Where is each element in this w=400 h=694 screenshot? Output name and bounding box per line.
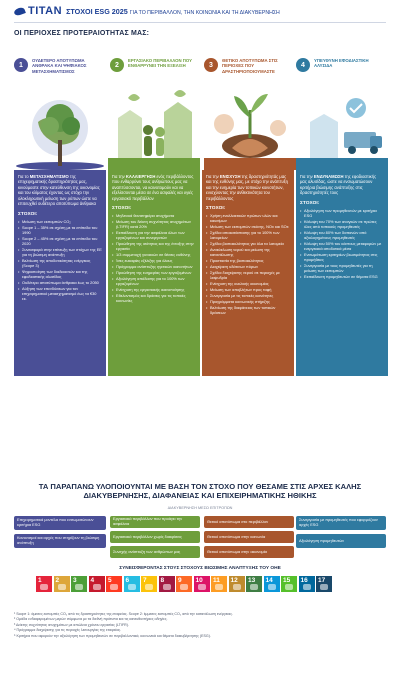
priority-3-heading <box>204 58 294 88</box>
goal-item: • Σχέδια διαχείρισης νερού σε περιοχές με λειψυδρία <box>206 270 290 280</box>
goal-item: • Εθελοντισμός και δράσεις για τις τοπικές κοινωνίες <box>112 293 196 303</box>
governance-pill: Συνεργασία με προμηθευτές που εφαρμόζουν αρχές ESG <box>296 516 386 530</box>
header-divider <box>14 22 386 23</box>
sdg-17-icon: 17 <box>316 576 332 592</box>
goal-item: • Συνεισφορά στην επίτευξη των στόχων της ΕΕ για τη βιώσιμη ανάπτυξη <box>18 247 102 257</box>
governance-pill: Εργασιακό περιβάλλον που προάγει την ασφάλεια <box>110 516 200 528</box>
goal-item: • Μείωση των εκπομπών CO₂ <box>18 219 102 224</box>
sdg-15-icon: 15 <box>281 576 297 592</box>
sdg-icon-row <box>36 576 332 592</box>
goal-item: • Scope 1 – 35% σε σχέση με τα επίπεδα του 1990 <box>18 225 102 235</box>
sdg-1-icon: 1 <box>36 576 52 592</box>
sdg-5-icon: 5 <box>106 576 122 592</box>
footnotes <box>14 612 386 639</box>
goal-item: • Εκπαίδευση προμηθευτών σε θέματα ESG <box>300 274 384 279</box>
sdg-7-icon: 7 <box>141 576 157 592</box>
goal-item: • Σχέδια αποκατάστασης για το 100% των λατομείων <box>206 230 290 240</box>
goal-item: • Συνεργασία με τους προμηθευτές για τη μείωση των εκπομπών <box>300 263 384 273</box>
priority-4-panel <box>296 170 388 376</box>
goal-item: • Προώθηση της ισότητας και της ένταξης στην εργασία <box>112 241 196 251</box>
footnote: ³ Δείκτης συχνότητας ατυχημάτων με απώλεια χρόνου εργασίας (LTIFR). <box>14 622 129 627</box>
priority-2-heading <box>110 58 200 88</box>
header-title <box>66 7 280 16</box>
priority-4-heading <box>296 58 386 88</box>
governance-pill: Κανονισμοί και αρχές που στηρίζουν τη βιώσιμη ανάπτυξη <box>14 534 106 548</box>
priority-3-goals-list <box>206 213 290 315</box>
priority-4-number: 4 <box>296 58 310 72</box>
sdg-3-icon: 3 <box>71 576 87 592</box>
priority-2-goals-list <box>112 213 196 303</box>
priorities-title: ΟΙ ΠΕΡΙΟΧΕΣ ΠΡΟΤΕΡΑΙΟΤΗΤΑΣ ΜΑΣ: <box>14 30 150 37</box>
workplace-people-illustration <box>108 88 200 170</box>
goal-item: • Προστασία της βιοποικιλότητας <box>206 258 290 263</box>
governance-foundation-title: ΤΑ ΠΑΡΑΠΑΝΩ ΥΛΟΠΟΙΟΥΝΤΑΙ ΜΕ ΒΑΣΗ ΤΟΝ ΣΤΟΧΟ ΠΟΥ ΘΕΣΑΜΕ ΣΤΙΣ ΑΡΧΕΣ ΚΑΛΗΣ ΔΙΑΚΥΒΕΡΝΗΣΗΣ, ΔΙΑΦΑΝΕΙΑΣ ΚΑΙ ΕΠΙΧΕΙΡΗΜΑΤΙΚΗΣ ΗΘΙΚΗΣ <box>38 482 362 501</box>
priority-2-panel <box>108 170 200 376</box>
priority-1-heading <box>14 58 104 88</box>
sdg-14-icon: 14 <box>264 576 280 592</box>
goal-item: • Σχέδια βιοποικιλότητας για όλα τα λατομεία <box>206 241 290 246</box>
governance-pill: Εργασιακό περιβάλλον χωρίς διακρίσεις <box>110 531 200 543</box>
goal-item: • Πρόγραμμα ανάπτυξης ηγετικών ικανοτήτων <box>112 264 196 269</box>
titan-logo <box>14 5 62 17</box>
sdg-13-icon: 13 <box>246 576 262 592</box>
header-subtitle: ΓΙΑ ΤΟ ΠΕΡΙΒΑΛΛΟΝ, ΤΗΝ ΚΟΙΝΩΝΙΑ ΚΑΙ ΤΗ ΔΙΑΚΥΒΕΡΝΗΣΗ <box>129 9 280 16</box>
priority-3-goals-label: ΣΤΟΧΟΙ: <box>206 206 226 212</box>
sdg-2-icon: 2 <box>54 576 70 592</box>
sdg-4-icon: 4 <box>89 576 105 592</box>
priority-3-panel <box>202 170 294 376</box>
goal-item: • Συνεργασία με τις τοπικές κοινότητες <box>206 293 290 298</box>
goal-item: • Κάλυψη του 50% του κόστους μεταφορών με ενεργειακά αποδοτικά μέσα <box>300 241 384 251</box>
goal-item: • Βελτίωση της αποδοτικότητας ενέργειας (Scope 3) <box>18 258 102 268</box>
page-header <box>0 0 400 22</box>
goal-item: • Ενσωμάτωση κριτηρίων βιωσιμότητας στις προμήθειες <box>300 252 384 262</box>
titan-logo-text: TITAN <box>28 5 63 17</box>
goal-item: • Αξιολόγηση των προμηθευτών με κριτήρια ESG <box>300 208 384 218</box>
goal-item: • Κάλυψη του 80% των δαπανών από αξιολογημένους προμηθευτές <box>300 230 384 240</box>
priority-2-number: 2 <box>110 58 124 72</box>
goal-item: • Εκπαίδευση για την ασφάλεια όλων των εργαζομένων και συνεργατών <box>112 230 196 240</box>
priority-4-goals-list <box>300 208 384 279</box>
globe-tree-illustration <box>14 88 106 170</box>
governance-pill: Επιχειρηματικά μοντέλα που ενσωματώνουν κριτήρια ESG <box>14 516 106 530</box>
goal-item: • Ψηφιοποίηση των διαδικασιών και της εφοδιαστικής αλυσίδας <box>18 269 102 279</box>
footnote: ⁵ Κριτήρια που αφορούν την αξιολόγηση των προμηθευτών σε περιβαλλοντικά, κοινωνικά και θέματα διακυβέρνησης (ESG). <box>14 633 211 638</box>
sdg-11-icon: 11 <box>211 576 227 592</box>
goal-item: • Μείωση του δείκτη συχνότητας ατυχημάτων (LTIFR) κατά 20% <box>112 219 196 229</box>
priority-4-goals-label: ΣΤΟΧΟΙ: <box>300 200 320 206</box>
governance-pill: Θετικό αποτύπωμα στην οικονομία <box>204 546 294 558</box>
priority-1-goals-label: ΣΤΟΧΟΙ: <box>18 211 38 217</box>
footnote: ¹ Scope 1: άμεσες εκπομπές CO₂ από τις δραστηριότητες της εταιρείας. Scope 2: έμμεσες εκπομπές CO₂ από την κατανάλωση ενέργειας. <box>14 612 233 616</box>
goal-item: • 1/3 συμμετοχή γυναικών σε θέσεις ευθύνης <box>112 252 196 257</box>
goal-item: • Χρήση εναλλακτικών πρώτων υλών και καυσίμων <box>206 213 290 223</box>
implementation-label: ΔΙΑΚΥΒΕΡΝΗΣΗ ΜΕΣΩ ΕΠΙΤΡΟΠΩΝ <box>167 506 233 510</box>
priority-1-panel <box>14 170 106 376</box>
priority-1-intro: Για το ΜΕΤΑΣΧΗΜΑΤΙΣΜΟ της επιχειρηματικής δραστηριότητας μας, κινούμαστε στην κατεύθυνση της οικονομίας και του κλίματος έχοντας ως στόχο την ολοκληρωτική μείωση των ρύπων ώστε να επιτευχθεί ουδέτερο αποτύπωμα άνθρακα <box>18 174 100 207</box>
supply-chain-illustration <box>296 88 388 170</box>
priority-1-title: ΟΥΔΕΤΕΡΟ ΑΠΟΤΥΠΩΜΑ ΑΝΘΡΑΚΑ ΚΑΙ ΨΗΦΙΑΚΟΣ ΜΕΤΑΣΧΗΜΑΤΙΣΜΟΣ <box>32 58 87 74</box>
sdg-title: ΣΥΝΕΙΣΦΕΡΟΝΤΑΣ ΣΤΟΥΣ ΣΤΟΧΟΥΣ ΒΙΩΣΙΜΗΣ ΑΝΑΠΤΥΞΗΣ ΤΟΥ ΟΗΕ <box>119 566 281 571</box>
goal-item: • Προώθηση της ευημερίας των εργαζομένων <box>112 270 196 275</box>
governance-pill: Συνεχής ανάπτυξη των ανθρώπων μας <box>110 546 200 558</box>
governance-pill: Αξιολόγηση προμηθευτών <box>296 534 386 548</box>
hand-planting-illustration <box>204 88 296 170</box>
goal-item: • Scope 2 – 45% σε σχέση με τα επίπεδα του 2020 <box>18 236 102 246</box>
goal-item: • Ουδέτερο αποτύπωμα άνθρακα έως το 2050 <box>18 280 102 285</box>
sdg-16-icon: 16 <box>299 576 315 592</box>
governance-pill: Θετικό αποτύπωμα στην κοινωνία <box>204 531 294 543</box>
sdg-12-icon: 12 <box>229 576 245 592</box>
sdg-6-icon: 6 <box>124 576 140 592</box>
goal-item: • Προγράμματα κοινωνικής στήριξης <box>206 299 290 304</box>
header-title-main: ΣΤΟΧΟΙ ESG 2025 <box>66 6 128 16</box>
priority-3-number: 3 <box>204 58 218 72</box>
priority-3-intro: Για την ΕΝΙΣΧΥΣΗ της δραστηριότητάς μας και της ευθύνης μας, με στόχο την ανάπτυξη και την ευημερία των τοπικών κοινοτήτων, ενισχύοντας την ανθεκτικότητα του περιβάλλοντος <box>206 174 288 201</box>
sdg-9-icon: 9 <box>176 576 192 592</box>
governance-pill: Θετικό αποτύπωμα στο περιβάλλον <box>204 516 294 528</box>
footnote: ² Ομάδα ενδιαφερομένων μερών σύμφωνα με τα διεθνή πρότυπα και τις κατευθυντήριες οδηγίες. <box>14 617 168 622</box>
goal-item: • Μηδενικά θανατηφόρα ατυχήματα <box>112 213 196 218</box>
footnote: ⁴ Πρόγραμμα διαχείρισης για τις περιοχές λειτουργίας της εταιρείας. <box>14 628 122 633</box>
goal-item: • Αύξηση των επενδύσεων για τον επιχειρηματικό μετασχηματισμό έως τα €30 εκ. <box>18 286 102 301</box>
priority-2-goals-label: ΣΤΟΧΟΙ: <box>112 206 132 212</box>
priority-4-title: ΥΠΕΥΘΥΝΗ ΕΦΟΔΙΑΣΤΙΚΗ ΑΛΥΣΙΔΑ <box>314 58 369 69</box>
priority-3-title: ΘΕΤΙΚΟ ΑΠΟΤΥΠΩΜΑ ΣΤΙΣ ΠΕΡΙΟΧΕΣ ΠΟΥ ΔΡΑΣΤΗΡΙΟΠΟΙΟΥΜΑΣΤΕ <box>222 58 278 74</box>
goal-item: • Κάλυψη του 70% των αναγκών σε πρώτες ύλες από τοπικούς προμηθευτές <box>300 219 384 229</box>
goal-item: • Βελτίωση της διαφάνειας των τοπικών δράσεων <box>206 305 290 315</box>
goal-item: • Ανακύκλωση νερού και μείωση της κατανάλωσης <box>206 247 290 257</box>
priority-1-goals-list <box>18 219 102 301</box>
goal-item: • Ενίσχυση της εργασιακής ικανοποίησης <box>112 287 196 292</box>
goal-item: • Αξιολόγηση απόδοσης για το 100% των εργαζομένων <box>112 276 196 286</box>
goal-item: • Μείωση των εκπομπών σκόνης, NOx και SOx <box>206 224 290 229</box>
goal-item: • Ενίσχυση της κυκλικής οικονομίας <box>206 281 290 286</box>
goal-item: • Μείωση των αποβλήτων προς ταφή <box>206 287 290 292</box>
priority-4-intro: Για την ΕΝΔΥΝΑΜΩΣΗ της εφοδιαστικής μας αλυσίδας, ώστε να ενσωματώσουν κριτήρια βιώσιμης ανάπτυξης στις δραστηριότητές τους <box>300 174 377 196</box>
sdg-10-icon: 10 <box>194 576 210 592</box>
goal-item: • Διαχείριση υδάτινων πόρων <box>206 264 290 269</box>
goal-item: • Ίσες ευκαιρίες εξέλιξης για όλους <box>112 258 196 263</box>
titan-logo-mark-icon <box>13 6 26 16</box>
priority-1-number: 1 <box>14 58 28 72</box>
priority-2-intro: Για την ΚΑΛΛΙΕΡΓΗΣΗ ενός περιβάλλοντος που ενθαρρύνει τους ανθρώπους μας να αναπτύσσονται, να καινοτομούν και να εξελίσσονται μέσα σε ένα ασφαλές και υγιές εργασιακό περιβάλλον <box>112 174 194 201</box>
sdg-8-icon: 8 <box>159 576 175 592</box>
priority-2-title: ΕΡΓΑΣΙΑΚΟ ΠΕΡΙΒΑΛΛΟΝ ΠΟΥ ΕΝΘΑΡΡΥΝΕΙ ΤΗΝ ΕΞΕΛΙΞΗ <box>128 58 192 69</box>
